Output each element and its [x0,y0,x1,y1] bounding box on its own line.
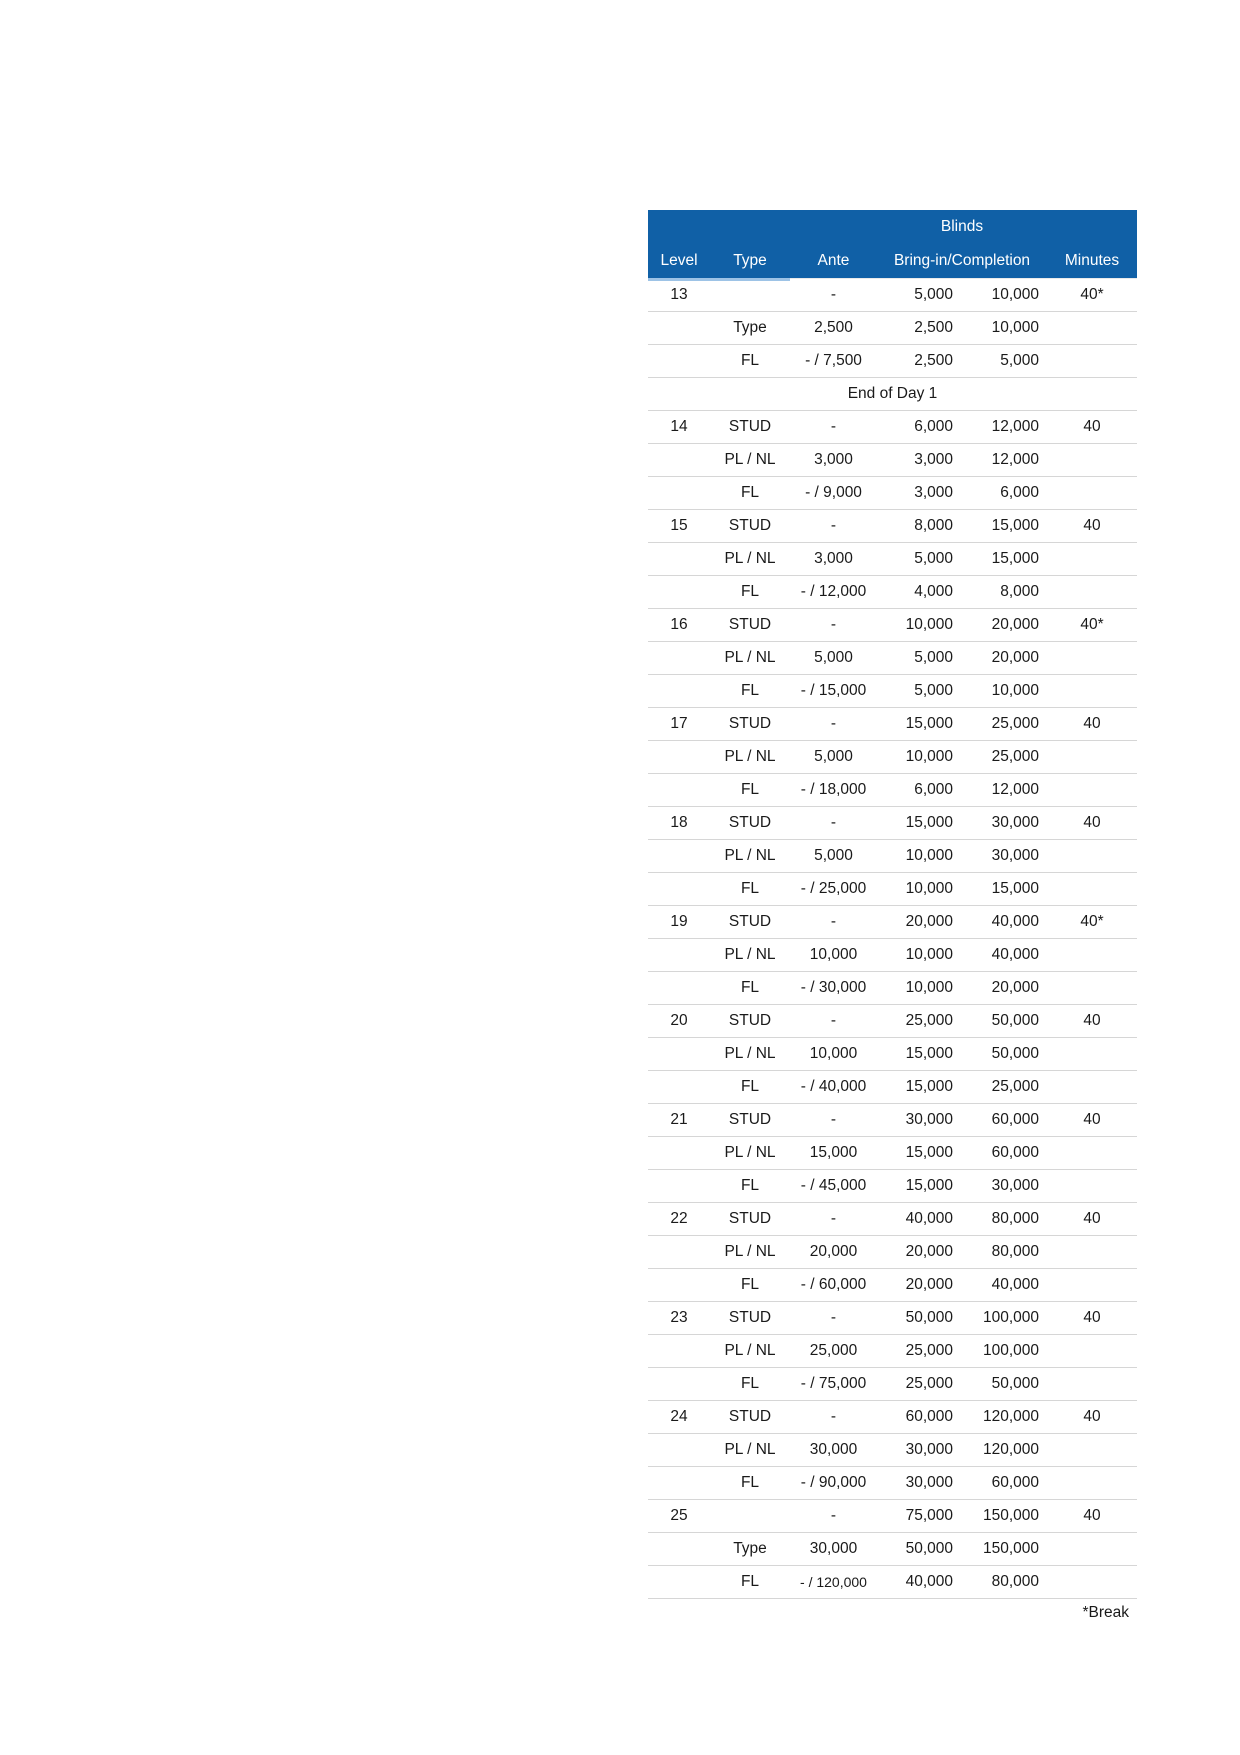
bringin-cell: 10,000 [905,748,953,765]
bringin-cell: 25,000 [905,1012,953,1029]
type-cell: PL / NL [724,649,776,666]
level-cell: 19 [670,913,688,930]
completion-cell: 10,000 [991,682,1039,699]
table-row [648,1038,1137,1071]
table-header-columns-row [648,244,1137,278]
bringin-cell: 60,000 [905,1408,953,1425]
completion-cell: 40,000 [991,946,1039,963]
bringin-cell: 8,000 [914,517,953,534]
type-cell: FL [740,979,760,996]
ante-cell: - [830,913,837,930]
type-cell: FL [740,1078,760,1095]
completion-cell: 30,000 [991,847,1039,864]
ante-cell: - / 40,000 [800,1078,867,1095]
ante-cell: 10,000 [809,1045,858,1062]
level-cell: 17 [670,715,688,732]
bringin-cell: 5,000 [914,649,953,666]
table-row [648,708,1137,741]
ante-cell: 10,000 [809,946,858,963]
bringin-cell: 25,000 [905,1342,953,1359]
bringin-cell: 6,000 [914,418,953,435]
type-cell: FL [740,1276,760,1293]
level-cell: 15 [670,517,688,534]
ante-cell: 2,500 [814,319,853,336]
type-cell: STUD [728,814,772,831]
completion-cell: 60,000 [991,1474,1039,1491]
header-minutes: Minutes [1064,252,1120,269]
minutes-cell: 40 [1083,1210,1101,1227]
completion-cell: 5,000 [1000,352,1039,369]
type-cell: FL [740,484,760,501]
bringin-cell: 5,000 [914,286,953,303]
table-row [648,444,1137,477]
minutes-cell: 40 [1083,1309,1101,1326]
bringin-cell: 5,000 [914,550,953,567]
table-row [648,1533,1137,1566]
bringin-cell: 50,000 [905,1309,953,1326]
level-cell: 13 [670,286,688,303]
completion-cell: 10,000 [991,319,1039,336]
bringin-cell: 5,000 [914,682,953,699]
ante-cell: 3,000 [814,550,853,567]
type-cell: FL [740,781,760,798]
table-row [648,774,1137,807]
minutes-cell: 40* [1080,616,1104,633]
type-cell: PL / NL [724,1243,776,1260]
type-cell: STUD [728,1111,772,1128]
bringin-cell: 15,000 [905,1177,953,1194]
table-row [648,972,1137,1005]
header-ante: Ante [817,252,850,269]
bringin-cell: 25,000 [905,1375,953,1392]
ante-cell: - [830,715,837,732]
table-row [648,1434,1137,1467]
type-cell: FL [740,1573,760,1590]
bringin-cell: 40,000 [905,1210,953,1227]
type-cell: FL [740,1177,760,1194]
table-row [648,411,1137,444]
ante-cell: - / 120,000 [800,1574,867,1590]
table-header-group-row [648,210,1137,244]
table-row [648,510,1137,543]
table-row [648,1302,1137,1335]
table-note-row: End of Day 1 [648,378,1137,411]
bringin-cell: 10,000 [905,946,953,963]
type-cell: PL / NL [724,451,776,468]
bringin-cell: 15,000 [905,1144,953,1161]
table-header [648,210,1137,278]
table-row [648,609,1137,642]
ante-cell: 25,000 [809,1342,858,1359]
ante-cell: - / 30,000 [800,979,867,996]
type-cell: PL / NL [724,1342,776,1359]
blind-structure-table [648,210,1137,1599]
header-level: Level [660,252,698,269]
bringin-cell: 15,000 [905,814,953,831]
minutes-cell: 40 [1083,1111,1101,1128]
completion-cell: 50,000 [991,1375,1039,1392]
ante-cell: - / 18,000 [800,781,867,798]
type-cell: FL [740,1375,760,1392]
bringin-cell: 20,000 [905,913,953,930]
ante-cell: - / 90,000 [800,1474,867,1491]
minutes-cell: 40 [1083,1012,1101,1029]
break-footnote: *Break [1082,1604,1129,1621]
bringin-cell: 3,000 [914,451,953,468]
completion-cell: 20,000 [991,649,1039,666]
table-row [648,741,1137,774]
ante-cell: 30,000 [809,1441,858,1458]
ante-cell: - / 15,000 [800,682,867,699]
table-row [648,1467,1137,1500]
type-cell: Type [733,1540,767,1557]
ante-cell: 5,000 [814,649,853,666]
level-cell: 18 [670,814,688,831]
table-row [648,939,1137,972]
completion-cell: 15,000 [991,517,1039,534]
type-cell: FL [740,1474,760,1491]
level-cell: 22 [670,1210,688,1227]
type-cell: STUD [728,616,772,633]
completion-cell: 25,000 [991,715,1039,732]
minutes-cell: 40 [1083,418,1101,435]
type-cell: PL / NL [724,946,776,963]
completion-cell: 20,000 [991,616,1039,633]
type-cell: STUD [728,715,772,732]
completion-cell: 80,000 [991,1573,1039,1590]
table-row [648,1401,1137,1434]
ante-cell: - [830,517,837,534]
header-bringin-completion: Bring-in/Completion [893,252,1031,269]
type-cell: PL / NL [724,847,776,864]
ante-cell: - [830,1012,837,1029]
completion-cell: 25,000 [991,1078,1039,1095]
completion-cell: 30,000 [991,1177,1039,1194]
ante-cell: 5,000 [814,847,853,864]
minutes-cell: 40 [1083,1507,1101,1524]
completion-cell: 40,000 [991,1276,1039,1293]
ante-cell: - [830,1507,837,1524]
bringin-cell: 10,000 [905,616,953,633]
type-cell: PL / NL [724,1045,776,1062]
bringin-cell: 30,000 [905,1111,953,1128]
ante-cell: - / 12,000 [800,583,867,600]
completion-cell: 40,000 [991,913,1039,930]
level-cell: 25 [670,1507,688,1524]
level-cell: 20 [670,1012,688,1029]
minutes-cell: 40 [1083,1408,1101,1425]
completion-cell: 12,000 [991,451,1039,468]
ante-cell: - [830,1210,837,1227]
type-cell: PL / NL [724,550,776,567]
ante-cell: - / 25,000 [800,880,867,897]
completion-cell: 15,000 [991,880,1039,897]
table-row [648,1236,1137,1269]
table-row [648,1170,1137,1203]
table-row [648,840,1137,873]
table-row [648,1335,1137,1368]
type-cell: STUD [728,913,772,930]
ante-cell: - [830,1111,837,1128]
ante-cell: 3,000 [814,451,853,468]
completion-cell: 30,000 [991,814,1039,831]
bringin-cell: 10,000 [905,847,953,864]
ante-cell: - [830,616,837,633]
minutes-cell: 40* [1080,286,1104,303]
bringin-cell: 30,000 [905,1441,953,1458]
bringin-cell: 20,000 [905,1276,953,1293]
completion-cell: 150,000 [982,1540,1039,1557]
table-row [648,1500,1137,1533]
table-row [648,1005,1137,1038]
type-cell: STUD [728,517,772,534]
bringin-cell: 4,000 [914,583,953,600]
completion-cell: 50,000 [991,1012,1039,1029]
header-blinds: Blinds [940,218,984,235]
type-cell: PL / NL [724,1144,776,1161]
ante-cell: 15,000 [809,1144,858,1161]
table-row [648,543,1137,576]
table-row [648,1566,1137,1599]
header-type: Type [733,252,767,269]
completion-cell: 8,000 [1000,583,1039,600]
completion-cell: 50,000 [991,1045,1039,1062]
ante-cell: - [830,1309,837,1326]
completion-cell: 10,000 [991,286,1039,303]
type-cell: FL [740,583,760,600]
table-row [648,1137,1137,1170]
completion-cell: 100,000 [982,1342,1039,1359]
level-cell: 21 [670,1111,688,1128]
table-row [648,477,1137,510]
type-cell: FL [740,352,760,369]
bringin-cell: 6,000 [914,781,953,798]
level-cell: 24 [670,1408,688,1425]
type-cell: STUD [728,1210,772,1227]
ante-cell: - / 60,000 [800,1276,867,1293]
ante-cell: 5,000 [814,748,853,765]
table-row [648,1269,1137,1302]
completion-cell: 60,000 [991,1144,1039,1161]
table-row [648,807,1137,840]
table-row [648,1071,1137,1104]
type-cell: STUD [728,1012,772,1029]
header-accent-underline [648,278,790,281]
bringin-cell: 2,500 [914,319,953,336]
table-row [648,312,1137,345]
table-row [648,279,1137,312]
completion-cell: 120,000 [982,1441,1039,1458]
table-row [648,1368,1137,1401]
bringin-cell: 15,000 [905,1078,953,1095]
completion-cell: 80,000 [991,1210,1039,1227]
bringin-cell: 50,000 [905,1540,953,1557]
minutes-cell: 40 [1083,517,1101,534]
type-cell: FL [740,880,760,897]
bringin-cell: 15,000 [905,1045,953,1062]
ante-cell: - / 9,000 [805,484,862,501]
completion-cell: 120,000 [982,1408,1039,1425]
type-cell: STUD [728,418,772,435]
completion-cell: 12,000 [991,781,1039,798]
type-cell: STUD [728,1309,772,1326]
type-cell: Type [733,319,767,336]
minutes-cell: 40 [1083,715,1101,732]
completion-cell: 12,000 [991,418,1039,435]
type-cell: PL / NL [724,1441,776,1458]
completion-cell: 6,000 [1000,484,1039,501]
completion-cell: 60,000 [991,1111,1039,1128]
ante-cell: - [830,418,837,435]
level-cell: 16 [670,616,688,633]
type-cell: FL [740,682,760,699]
ante-cell: 20,000 [809,1243,858,1260]
table-row [648,345,1137,378]
completion-cell: 80,000 [991,1243,1039,1260]
table-body [648,278,1137,1599]
table-row [648,906,1137,939]
ante-cell: - / 45,000 [800,1177,867,1194]
level-cell: 23 [670,1309,688,1326]
ante-cell: - [830,814,837,831]
ante-cell: - [830,1408,837,1425]
table-row [648,642,1137,675]
table-row [648,675,1137,708]
bringin-cell: 75,000 [905,1507,953,1524]
minutes-cell: 40* [1080,913,1104,930]
completion-cell: 150,000 [982,1507,1039,1524]
bringin-cell: 30,000 [905,1474,953,1491]
bringin-cell: 15,000 [905,715,953,732]
ante-cell: - [830,286,837,303]
bringin-cell: 2,500 [914,352,953,369]
table-row [648,1104,1137,1137]
completion-cell: 25,000 [991,748,1039,765]
bringin-cell: 10,000 [905,880,953,897]
level-cell: 14 [670,418,688,435]
table-row [648,576,1137,609]
ante-cell: - / 75,000 [800,1375,867,1392]
minutes-cell: 40 [1083,814,1101,831]
table-row [648,873,1137,906]
ante-cell: 30,000 [809,1540,858,1557]
completion-cell: 100,000 [982,1309,1039,1326]
completion-cell: 15,000 [991,550,1039,567]
completion-cell: 20,000 [991,979,1039,996]
ante-cell: - / 7,500 [805,352,862,369]
type-cell: PL / NL [724,748,776,765]
table-row [648,1203,1137,1236]
type-cell: STUD [728,1408,772,1425]
bringin-cell: 3,000 [914,484,953,501]
bringin-cell: 40,000 [905,1573,953,1590]
bringin-cell: 10,000 [905,979,953,996]
bringin-cell: 20,000 [905,1243,953,1260]
